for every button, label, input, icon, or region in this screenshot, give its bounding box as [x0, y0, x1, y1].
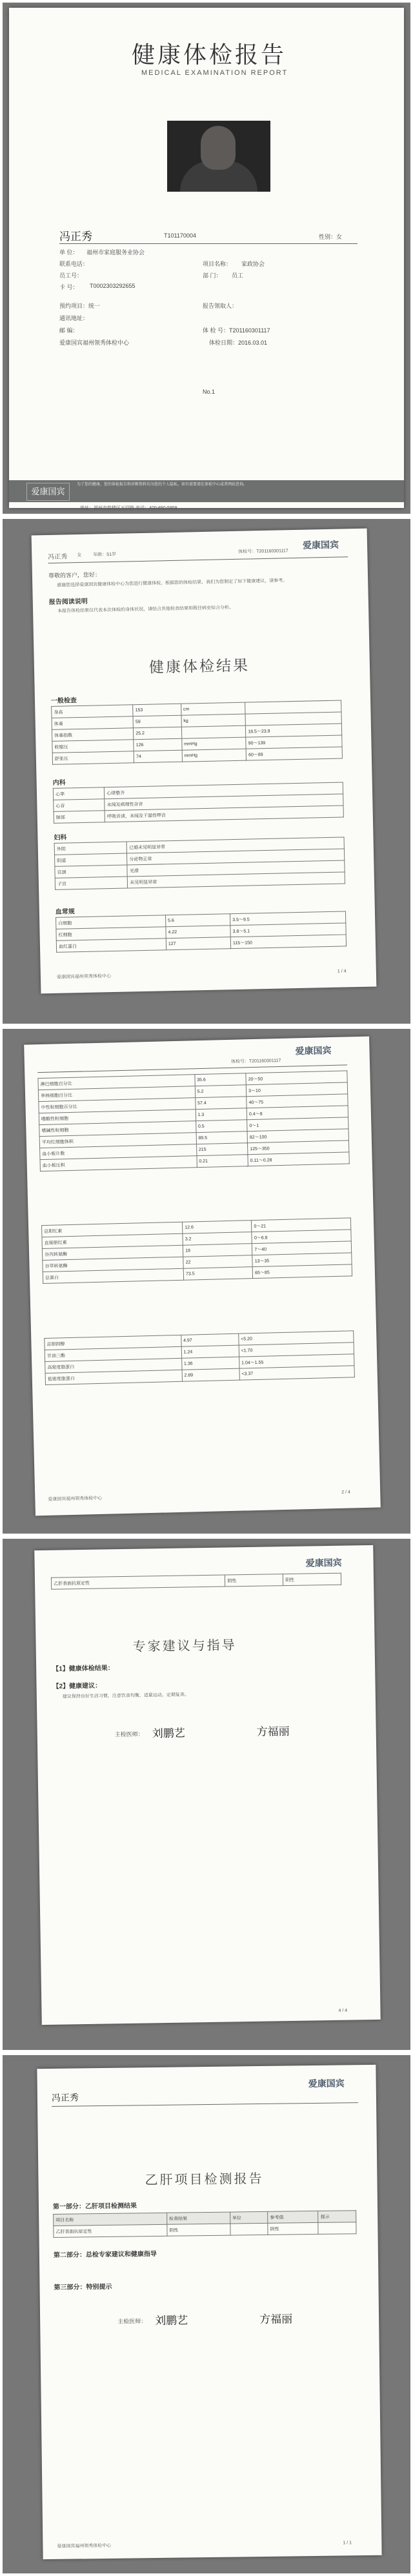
page-three-footer: 爱康国宾福州领秀体检中心 [48, 1496, 103, 1502]
table-cell: 127 [166, 937, 230, 950]
department-label: 部 门： [203, 272, 222, 279]
card-label: 卡 号： [59, 284, 79, 290]
table-cell: 舒张压 [52, 751, 134, 765]
table-cell: 谷丙转氨酶 [42, 1245, 183, 1260]
blood-routine-heading: 血常规 [55, 908, 75, 916]
table-cell: 89.5 [196, 1131, 248, 1144]
general-exam-table [51, 700, 343, 765]
reading-guide-text: 本报告体检结果仅代表本次体检的身体状况，请结合其他检查结果和既往病史综合分析。 [57, 605, 234, 614]
unit-label: 单 位： [59, 249, 79, 256]
patient-name: 冯正秀 [59, 230, 92, 243]
advice-page-frame [0, 1536, 413, 2053]
table-cell: 25.2 [134, 727, 182, 740]
hepatitis-item: 乙肝表面抗原定性 [54, 2224, 167, 2237]
advice-reviewer: 方福丽 [256, 1725, 290, 1739]
table-cell: 0.11～0.28 [248, 1152, 349, 1166]
customer-age: 年龄：51岁 [93, 552, 117, 558]
table-cell: 3.2 [183, 1232, 252, 1246]
hepatitis-part-three: 第三部分：特别提示 [54, 2283, 112, 2291]
table-cell: 体重指数 [52, 728, 134, 742]
table-cell: 分泌物正常 [127, 849, 345, 865]
postal-code: 邮 编： [59, 327, 79, 334]
advice-item-two: 【2】健康建议： [52, 1682, 102, 1690]
table-cell: 淋巴细胞百分比 [38, 1075, 195, 1090]
cover-footer-bar [9, 480, 404, 502]
table-cell: 3.8～5.1 [230, 923, 346, 937]
advice-top-table: 乙肝表面抗原定性 阴性 阴性 [51, 1573, 341, 1590]
exam-date: 体检日期：2016.03.01 [209, 340, 268, 346]
table-cell: 3～10 [246, 1082, 347, 1097]
hepatitis-part-one: 第一部分：乙肝项目检测结果 [52, 2202, 137, 2211]
table-cell: mmHg [182, 749, 247, 762]
table-cell: 单核细胞百分比 [38, 1086, 195, 1102]
hepatitis-page-frame [0, 2053, 413, 2576]
result-page-two-frame [0, 1026, 413, 1536]
table-cell: 直接胆红素 [42, 1233, 183, 1248]
table-cell: 中性粒细胞百分比 [39, 1098, 196, 1113]
phone-label: 联系电话： [59, 261, 89, 267]
table-cell: 35.6 [195, 1073, 247, 1086]
table-cell: 收缩压 [52, 740, 134, 753]
table-cell: 总蛋白 [43, 1268, 184, 1283]
table-cell: 血小板计数 [40, 1144, 197, 1160]
general-exam-heading: 一般检查 [50, 697, 77, 705]
table-cell: 0.4～8 [247, 1106, 348, 1120]
hepatitis-page-number: 1 / 1 [343, 2541, 352, 2546]
table-cell: 光滑 [127, 860, 345, 877]
project-label: 项目名称： [203, 261, 232, 267]
table-cell: 0.5 [196, 1120, 247, 1133]
table-cell: 身高 [52, 705, 134, 718]
unit-value: 福州市家庭服务业协会 [86, 249, 145, 256]
advice-page-number: 4 / 4 [338, 2008, 348, 2013]
table-cell: 73.5 [183, 1267, 253, 1281]
internal-medicine-table [53, 782, 344, 823]
col-result: 检查结果 [166, 2212, 230, 2224]
table-cell: <5.20 [238, 1331, 354, 1345]
page-three-report-number: 体检号：T201160301117 [230, 1058, 281, 1064]
exam-number: T101170004 [164, 232, 196, 239]
advice-doctor-label: 主检医师： [114, 1730, 144, 1738]
table-cell: 0～6.8 [252, 1230, 351, 1244]
table-cell: 心音 [54, 799, 105, 812]
advice-item-one: 【1】健康体检结果： [52, 1665, 114, 1673]
table-cell: 体重 [52, 716, 134, 730]
brand-logo: 爱康国宾 [302, 539, 339, 551]
gynecology-table [54, 837, 345, 889]
hepatitis-report-page [37, 2065, 381, 2559]
cover-report-sheet [9, 8, 404, 511]
table-cell: 血小板压积 [40, 1156, 197, 1171]
table-cell: mmHg [181, 737, 246, 750]
table-cell: 子宫 [55, 877, 128, 889]
card-number: T0002303292655 [90, 283, 136, 289]
advice-text: 建议保持良好生活习惯，注意饮食均衡，适量运动，定期复查。 [62, 1692, 189, 1699]
table-cell [181, 725, 246, 738]
table-cell: 18 [183, 1244, 253, 1257]
page-two-number: 1 / 4 [337, 969, 347, 974]
table-cell: 125～350 [248, 1141, 349, 1155]
table-cell: 甘油三酯 [45, 1346, 181, 1361]
table-cell: 1.04～1.55 [239, 1354, 354, 1368]
table-cell: 115～150 [230, 935, 346, 949]
hepatitis-result: 阴性 [167, 2224, 230, 2236]
table-cell: 高密度脂蛋白 [45, 1358, 182, 1373]
table-cell: 白细胞 [56, 915, 166, 929]
table-cell: 1.3 [196, 1108, 247, 1121]
table-cell: 未见明显异常 [127, 872, 345, 888]
hepatitis-result-table [53, 2210, 356, 2238]
page-two-footer: 爱康国宾福州领秀体检中心 [56, 974, 112, 980]
page-three-number: 2 / 4 [341, 1490, 350, 1495]
customer-sex: 女 [77, 553, 82, 558]
cover-service-info: 地址：福州市鼓楼区五四路 电话：400-880-5959 [80, 506, 177, 511]
table-cell: 嗜碱性粒细胞 [39, 1121, 196, 1137]
booking-item: 预约项目：统一 [59, 303, 101, 309]
table-cell: 12.6 [183, 1221, 252, 1234]
table-cell: 4.97 [181, 1334, 239, 1346]
table-cell: 总胆固醇 [45, 1335, 181, 1350]
sex-label: 性别：女 [319, 234, 343, 240]
greeting: 尊敬的客户，您好： [48, 571, 101, 579]
table-cell: 红细胞 [56, 927, 166, 941]
exam-center: 爱康国宾福州领秀体检中心 [59, 340, 130, 346]
table-cell: 13～35 [252, 1253, 352, 1267]
table-cell: 心律整齐 [105, 782, 343, 799]
table-cell: 0.21 [197, 1155, 248, 1168]
table-cell: 3.5～9.5 [230, 911, 346, 926]
table-cell: 5.6 [165, 914, 230, 927]
hepatitis-reviewer: 方福丽 [259, 2313, 293, 2327]
col-reference: 参考值 [268, 2211, 318, 2223]
advice-title: 专家建议与指导 [132, 1637, 237, 1654]
table-cell: 1.24 [181, 1345, 239, 1358]
table-cell: 20～50 [246, 1071, 347, 1085]
results-title: 健康体检结果 [148, 657, 250, 676]
report-recipient: 报告领取人： [203, 303, 238, 309]
table-cell: 呼吸音清，未闻及干湿性啰音 [105, 806, 343, 822]
table-cell: 平均红细胞体积 [39, 1133, 196, 1148]
hepatitis-signature: 刘鹏艺 [155, 2314, 188, 2328]
table-cell: kg [181, 714, 246, 727]
hepatitis-footer: 爱康国宾福州领秀体检中心 [57, 2543, 112, 2549]
result-page-one-frame [0, 516, 413, 1026]
table-cell: cm [181, 702, 245, 715]
table-cell: 低密度脂蛋白 [45, 1370, 182, 1384]
table-cell: 总胆红素 [42, 1222, 183, 1237]
hepatitis-reference: 阴性 [268, 2222, 318, 2235]
table-cell: 18.5～23.9 [246, 724, 342, 737]
patient-photo [167, 121, 270, 192]
col-item-name: 项目名称 [54, 2213, 167, 2226]
report-number: 体 检 号：T201160301117 [203, 327, 270, 334]
table-cell: 153 [133, 704, 181, 716]
cover-page-number: No.1 [203, 389, 216, 395]
table-cell: 血红蛋白 [56, 938, 166, 953]
page-two-report-number: 体检号：T201160301117 [238, 549, 288, 554]
table-cell: 74 [134, 750, 182, 763]
table-cell: 5.2 [195, 1085, 247, 1098]
hepatitis-doctor-label: 主检医师： [117, 2318, 147, 2325]
table-cell: 59 [133, 715, 181, 728]
customer-name: 冯正秀 [48, 553, 68, 561]
table-cell: 阴道 [54, 853, 127, 866]
department-value: 员工 [232, 272, 244, 279]
blood-detail-table [37, 1070, 349, 1171]
advice-signature: 刘鹏艺 [152, 1727, 185, 1741]
report-title: 健康体检报告 [132, 42, 287, 68]
cover-brand: 爱康国宾 [26, 483, 70, 501]
table-cell: 82～100 [247, 1129, 348, 1143]
table-cell: 宫颈 [55, 865, 128, 878]
intro-paragraph: 感谢您选择爱康国宾健康体检中心为您进行健康体检，根据您的体检结果，我们为您制定了如下健康建议，请参考。 [57, 578, 288, 588]
table-cell: 0～1 [247, 1117, 348, 1131]
table-cell: 60～89 [246, 747, 342, 760]
table-cell: <1.70 [239, 1343, 354, 1357]
internal-medicine-heading: 内科 [52, 779, 66, 787]
table-cell: 已婚未见明显异常 [126, 837, 344, 853]
col-hint: 提示 [318, 2211, 356, 2223]
table-cell: 肺部 [54, 811, 105, 824]
mailing-address: 通讯地址： [59, 315, 89, 321]
gynecology-heading: 妇科 [54, 834, 67, 842]
table-cell: 心率 [53, 787, 105, 800]
hepatitis-brand: 爱康国宾 [308, 2078, 345, 2089]
blood-routine-table [55, 911, 347, 952]
hepatitis-hint [318, 2222, 356, 2235]
hepatitis-title: 乙肝项目检测报告 [145, 2170, 264, 2188]
table-cell: 215 [196, 1143, 248, 1156]
table-cell: 1.36 [181, 1357, 239, 1370]
lipid-table [44, 1330, 355, 1385]
liver-function-table [41, 1217, 352, 1284]
table-cell: 7～40 [252, 1241, 352, 1255]
hepatitis-name: 冯正秀 [51, 2092, 79, 2103]
cover-page-frame [0, 0, 413, 516]
result-page-two [24, 1037, 381, 1516]
result-page-one [32, 529, 377, 994]
table-cell: 40～75 [247, 1094, 348, 1108]
hepatitis-part-two: 第二部分：总检专家建议和健康指导 [53, 2250, 157, 2259]
table-cell: 65～85 [252, 1264, 352, 1279]
hepatitis-unit [230, 2223, 268, 2235]
table-cell: 嗜酸性粒细胞 [39, 1110, 196, 1125]
table-cell: 未闻及病理性杂音 [105, 794, 343, 811]
project-value: 家政协会 [241, 261, 265, 267]
table-cell: <3.37 [239, 1366, 355, 1380]
table-cell: 外阴 [54, 842, 127, 855]
table-cell: 0～21 [252, 1218, 351, 1232]
staff-label: 员工号： [59, 272, 83, 279]
table-cell: 谷草转氨酶 [43, 1257, 184, 1272]
cover-footer-note: 为了您的健康，您的体检报告和诊断资料均为您的个人隐私，如有需要请在体检中心或者网站查询。 [77, 483, 248, 487]
table-cell: 57.4 [195, 1097, 247, 1110]
advice-page [34, 1545, 380, 2025]
table-cell: 126 [134, 738, 182, 751]
reading-guide-heading: 报告阅读说明 [48, 598, 88, 606]
table-cell: 22 [183, 1255, 253, 1269]
table-cell: 4.22 [166, 926, 230, 938]
advice-brand: 爱康国宾 [305, 1557, 342, 1568]
col-unit: 单位 [230, 2211, 268, 2224]
page-three-brand: 爱康国宾 [295, 1045, 332, 1057]
table-cell: 90～139 [246, 735, 342, 749]
report-subtitle: MEDICAL EXAMINATION REPORT [141, 69, 288, 77]
table-cell: 2.89 [182, 1368, 240, 1381]
